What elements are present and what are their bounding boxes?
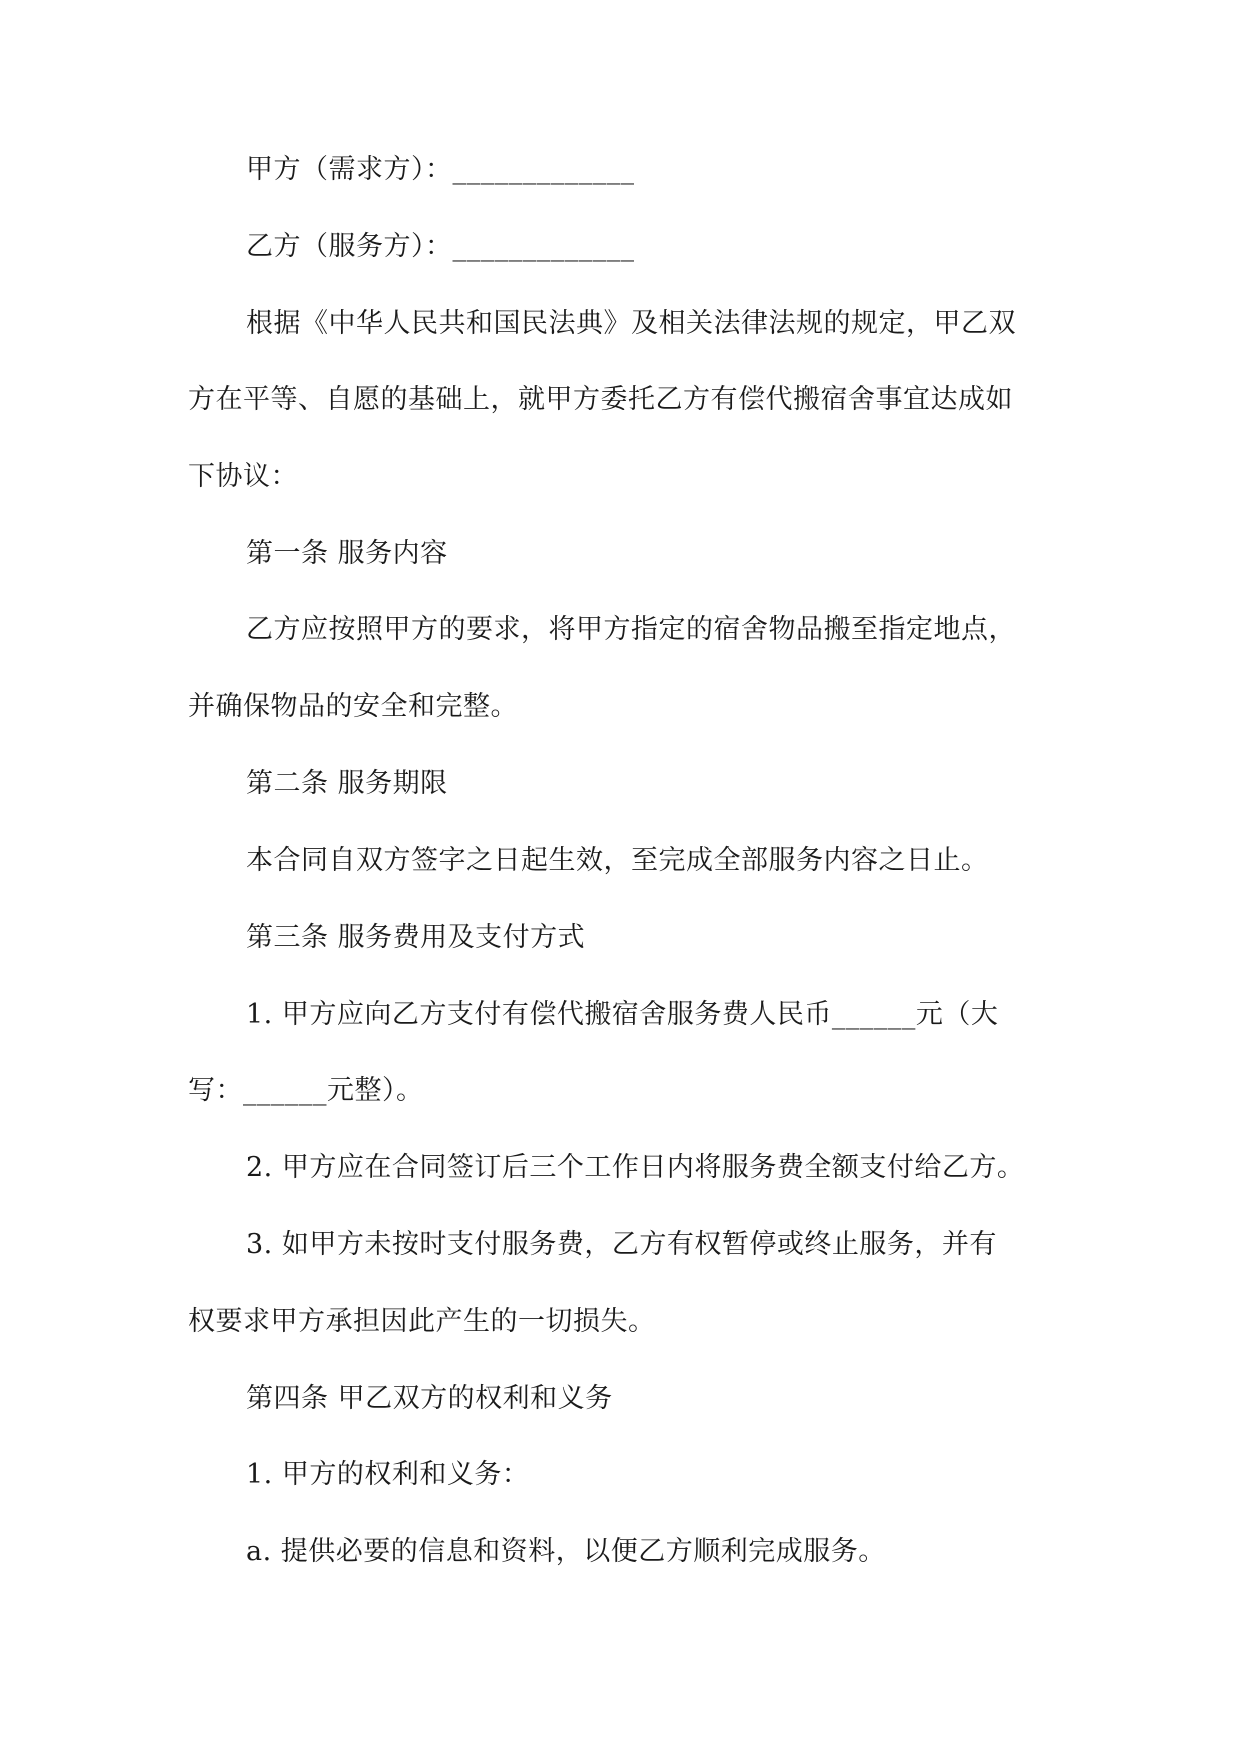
- article-3-item-3-line-1: 3. 如甲方未按时支付服务费，乙方有权暂停或终止服务，并有: [246, 1229, 997, 1260]
- article-4-item-1a: a. 提供必要的信息和资料，以便乙方顺利完成服务。: [246, 1536, 886, 1567]
- article-4-item-1: 1. 甲方的权利和义务：: [246, 1459, 530, 1490]
- article-3-title: 第三条 服务费用及支付方式: [246, 922, 586, 953]
- article-3-item-1-line-2: 写：______元整）。: [188, 1075, 424, 1106]
- preamble-line-2: [188, 382, 1054, 418]
- preamble-line-3: 下协议：: [188, 461, 298, 492]
- party-b-line: 乙方（服务方）：_____________: [246, 231, 635, 262]
- article-3-item-1-line-1: 1. 甲方应向乙方支付有偿代搬宿舍服务费人民币______元（大: [246, 999, 999, 1030]
- article-1-body-line-2: 并确保物品的安全和完整。: [188, 691, 518, 722]
- article-4-title: 第四条 甲乙双方的权利和义务: [246, 1383, 613, 1414]
- article-2-title: 第二条 服务期限: [246, 768, 448, 799]
- preamble-line-1: [246, 306, 1054, 342]
- article-2-body: 本合同自双方签字之日起生效，至完成全部服务内容之日止。: [246, 845, 989, 876]
- article-3-item-2: 2. 甲方应在合同签订后三个工作日内将服务费全额支付给乙方。: [246, 1152, 1025, 1183]
- article-1-title: 第一条 服务内容: [246, 538, 448, 569]
- preamble-line-2-text: 方在平等、自愿的基础上，就甲方委托乙方有偿代搬宿舍事宜达成如: [188, 384, 1013, 415]
- preamble-line-1-text: 根据《中华人民共和国民法典》及相关法律法规的规定，甲乙双: [246, 308, 1016, 339]
- party-a-line: 甲方（需求方）：_____________: [246, 154, 635, 185]
- article-1-body-line-1: 乙方应按照甲方的要求，将甲方指定的宿舍物品搬至指定地点，: [246, 614, 1016, 645]
- article-3-item-3-line-2: 权要求甲方承担因此产生的一切损失。: [188, 1306, 656, 1337]
